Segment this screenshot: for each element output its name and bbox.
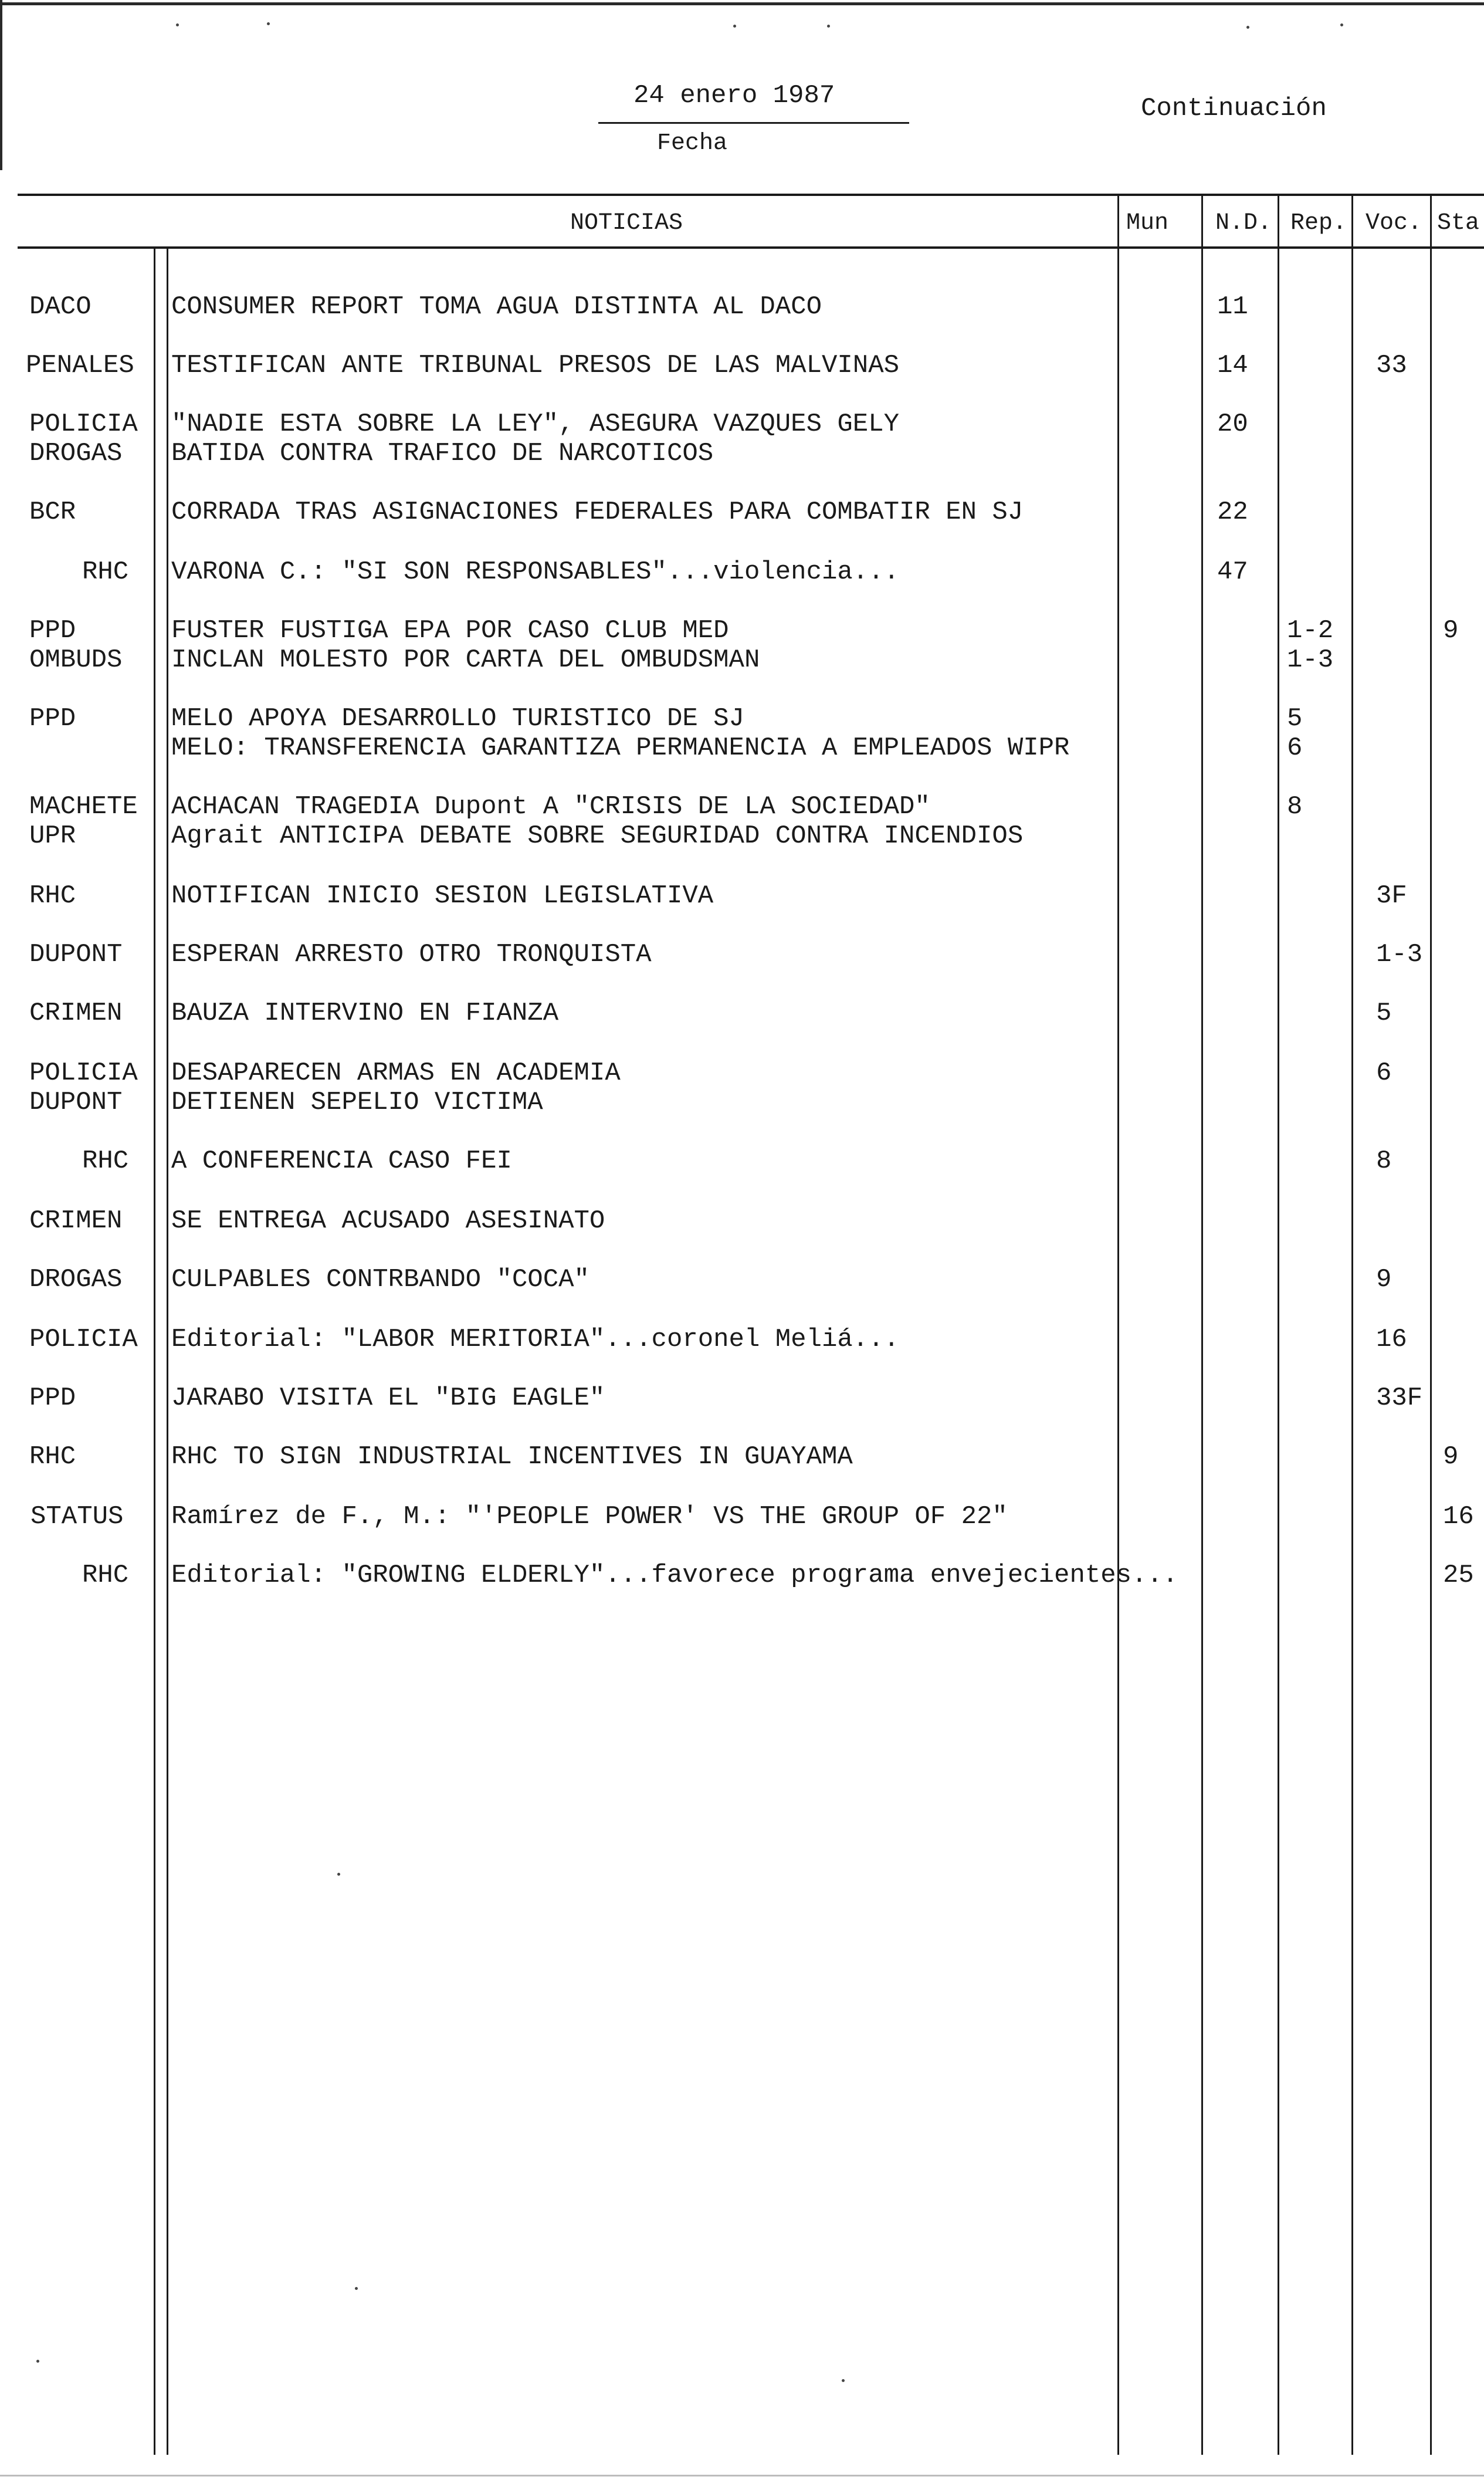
row-voc-page: 3F xyxy=(1376,881,1407,911)
date-underline xyxy=(598,122,909,124)
row-category: PENALES xyxy=(26,351,134,380)
row-headline: JARABO VISITA EL "BIG EAGLE" xyxy=(171,1383,605,1413)
row-headline: NOTIFICAN INICIO SESION LEGISLATIVA xyxy=(171,881,714,911)
column-header-rep: Rep. xyxy=(1290,210,1347,236)
row-headline: A CONFERENCIA CASO FEI xyxy=(171,1146,512,1176)
date-label: Fecha xyxy=(657,130,728,157)
row-headline: DESAPARECEN ARMAS EN ACADEMIA xyxy=(171,1058,621,1088)
row-nd-page: 11 xyxy=(1217,292,1248,322)
row-category: PPD xyxy=(29,616,76,645)
row-voc-page: 6 xyxy=(1376,1058,1392,1088)
row-nd-page: 22 xyxy=(1217,498,1248,527)
row-category: RHC xyxy=(82,1146,129,1176)
row-nd-page: 14 xyxy=(1217,351,1248,380)
row-voc-page: 9 xyxy=(1376,1265,1392,1294)
scan-speck xyxy=(1246,26,1249,29)
column-divider-nd xyxy=(1201,196,1203,2455)
row-category: DUPONT xyxy=(29,1088,123,1117)
row-headline: Ramírez de F., M.: "'PEOPLE POWER' VS THE GROUP OF 22" xyxy=(171,1502,1008,1531)
row-category: UPR xyxy=(29,821,76,851)
row-headline: CORRADA TRAS ASIGNACIONES FEDERALES PARA COMBATIR EN SJ xyxy=(171,498,1024,527)
scan-speck xyxy=(733,25,736,28)
row-category: OMBUDS xyxy=(29,645,123,675)
row-category: POLICIA xyxy=(29,1058,138,1088)
top-border xyxy=(0,2,1484,5)
row-voc-page: 1-3 xyxy=(1376,940,1423,969)
row-category: POLICIA xyxy=(29,1325,138,1354)
scan-speck xyxy=(337,1873,340,1876)
column-divider-category xyxy=(154,249,155,2455)
column-divider-sta xyxy=(1430,196,1432,2455)
date-value: 24 enero 1987 xyxy=(633,81,835,110)
row-rep-page: 6 xyxy=(1287,733,1303,763)
row-rep-page: 1-2 xyxy=(1287,616,1334,645)
row-headline: CONSUMER REPORT TOMA AGUA DISTINTA AL DACO xyxy=(171,292,822,322)
column-header-nd: N.D. xyxy=(1215,210,1272,236)
row-category: DROGAS xyxy=(29,439,123,468)
left-border xyxy=(0,0,2,170)
scan-speck xyxy=(1340,23,1343,26)
row-voc-page: 33 xyxy=(1376,351,1407,380)
scan-speck xyxy=(176,23,179,26)
row-headline: Agrait ANTICIPA DEBATE SOBRE SEGURIDAD CONTRA INCENDIOS xyxy=(171,821,1024,851)
row-headline: DETIENEN SEPELIO VICTIMA xyxy=(171,1088,543,1117)
row-rep-page: 5 xyxy=(1287,704,1303,733)
row-headline: ACHACAN TRAGEDIA Dupont A "CRISIS DE LA SOCIEDAD" xyxy=(171,792,930,821)
row-headline: SE ENTREGA ACUSADO ASESINATO xyxy=(171,1206,605,1236)
row-category: PPD xyxy=(29,704,76,733)
bottom-border xyxy=(0,2475,1484,2477)
row-headline: BATIDA CONTRA TRAFICO DE NARCOTICOS xyxy=(171,439,714,468)
row-category: RHC xyxy=(29,881,76,911)
row-voc-page: 8 xyxy=(1376,1146,1392,1176)
row-category: DROGAS xyxy=(29,1265,123,1294)
column-divider-rep xyxy=(1278,196,1279,2455)
row-category: POLICIA xyxy=(29,410,138,439)
row-category: PPD xyxy=(29,1383,76,1413)
column-header-sta: Sta xyxy=(1437,210,1480,236)
row-voc-page: 16 xyxy=(1376,1325,1407,1354)
row-headline: MELO APOYA DESARROLLO TURISTICO DE SJ xyxy=(171,704,744,733)
scan-speck xyxy=(827,25,830,28)
row-sta-page: 16 xyxy=(1443,1502,1474,1531)
row-headline: MELO: TRANSFERENCIA GARANTIZA PERMANENCIA A EMPLEADOS WIPR xyxy=(171,733,1070,763)
row-category: RHC xyxy=(29,1442,76,1471)
scan-speck xyxy=(36,2360,39,2363)
row-sta-page: 9 xyxy=(1443,616,1459,645)
column-divider-voc xyxy=(1351,196,1353,2455)
header-bottom-rule xyxy=(18,246,1484,249)
row-headline: TESTIFICAN ANTE TRIBUNAL PRESOS DE LAS MALVINAS xyxy=(171,351,900,380)
row-headline: ESPERAN ARRESTO OTRO TRONQUISTA xyxy=(171,940,652,969)
row-headline: VARONA C.: "SI SON RESPONSABLES"...violencia... xyxy=(171,557,900,587)
column-header-noticias: NOTICIAS xyxy=(570,210,683,236)
row-headline: Editorial: "GROWING ELDERLY"...favorece programa envejecientes... xyxy=(171,1561,1178,1590)
header-top-rule xyxy=(18,194,1484,196)
row-voc-page: 33F xyxy=(1376,1383,1423,1413)
row-category: MACHETE xyxy=(29,792,138,821)
row-category: RHC xyxy=(82,557,129,587)
column-divider-text xyxy=(167,249,168,2455)
row-category: DACO xyxy=(29,292,92,322)
row-category: RHC xyxy=(82,1561,129,1590)
row-category: STATUS xyxy=(31,1502,124,1531)
row-sta-page: 9 xyxy=(1443,1442,1459,1471)
row-headline: INCLAN MOLESTO POR CARTA DEL OMBUDSMAN xyxy=(171,645,760,675)
row-nd-page: 20 xyxy=(1217,410,1248,439)
row-voc-page: 5 xyxy=(1376,999,1392,1028)
row-headline: CULPABLES CONTRBANDO "COCA" xyxy=(171,1265,589,1294)
row-headline: RHC TO SIGN INDUSTRIAL INCENTIVES IN GUAYAMA xyxy=(171,1442,853,1471)
row-category: DUPONT xyxy=(29,940,123,969)
column-divider-mun xyxy=(1117,196,1119,2455)
row-sta-page: 25 xyxy=(1443,1561,1474,1590)
row-rep-page: 1-3 xyxy=(1287,645,1334,675)
row-category: CRIMEN xyxy=(29,1206,123,1236)
row-headline: BAUZA INTERVINO EN FIANZA xyxy=(171,999,559,1028)
scan-speck xyxy=(267,22,270,25)
row-rep-page: 8 xyxy=(1287,792,1303,821)
row-category: BCR xyxy=(29,498,76,527)
row-headline: Editorial: "LABOR MERITORIA"...coronel Meliá... xyxy=(171,1325,900,1354)
continuation-label: Continuación xyxy=(1141,94,1327,123)
scan-speck xyxy=(355,2287,358,2290)
row-headline: FUSTER FUSTIGA EPA POR CASO CLUB MED xyxy=(171,616,729,645)
row-headline: "NADIE ESTA SOBRE LA LEY", ASEGURA VAZQUES GELY xyxy=(171,410,900,439)
row-category: CRIMEN xyxy=(29,999,123,1028)
column-header-mun: Mun xyxy=(1126,210,1169,236)
row-nd-page: 47 xyxy=(1217,557,1248,587)
scan-speck xyxy=(842,2379,845,2382)
column-header-voc: Voc. xyxy=(1366,210,1422,236)
